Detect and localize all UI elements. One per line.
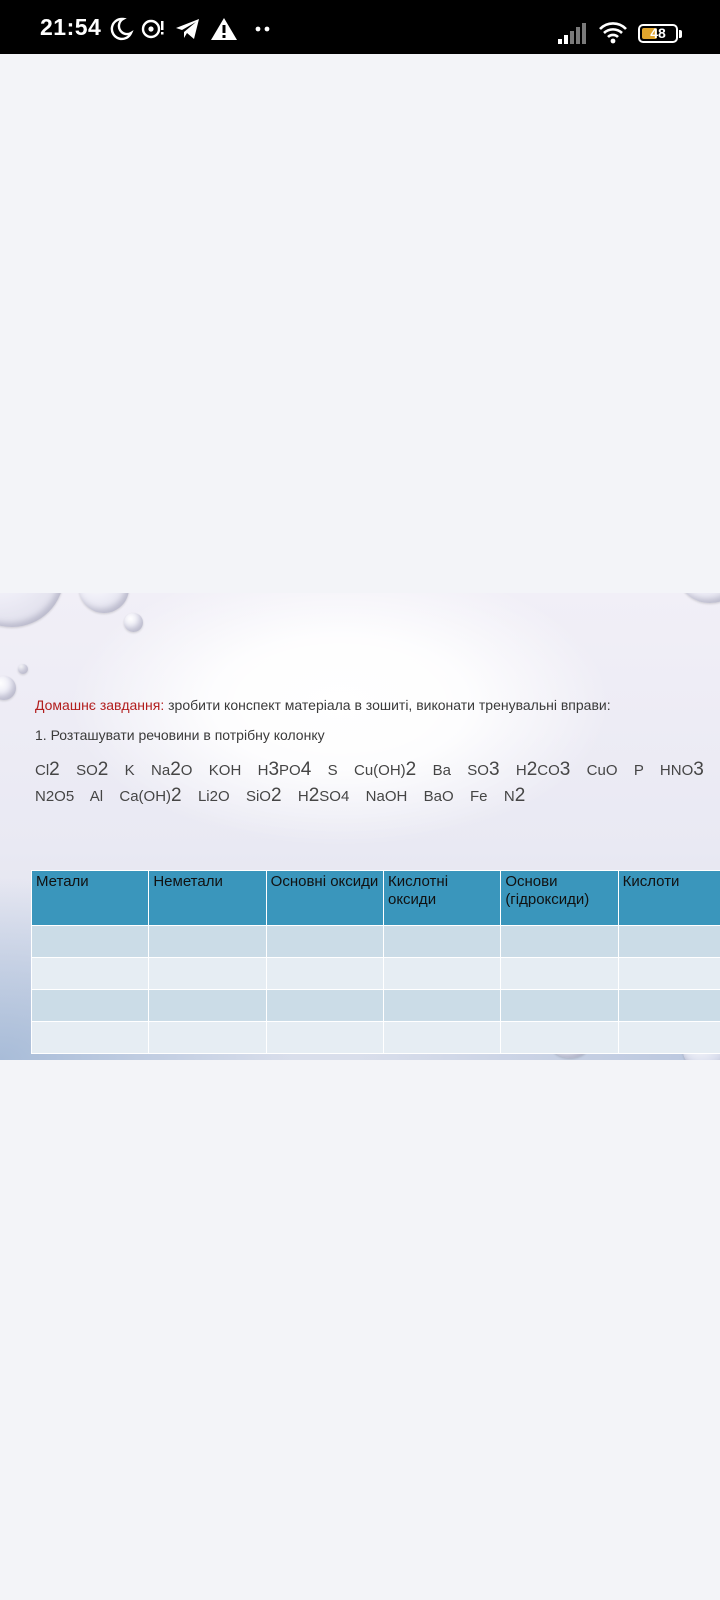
table-row bbox=[32, 1022, 720, 1054]
table-cell bbox=[266, 926, 383, 958]
homework-line bbox=[35, 697, 611, 713]
status-time: 21:54 bbox=[40, 14, 102, 40]
table-cell bbox=[32, 926, 149, 958]
table-cell bbox=[266, 990, 383, 1022]
battery-icon bbox=[638, 24, 678, 43]
formula-segment: Li2O SiO bbox=[181, 788, 271, 805]
table-cell bbox=[149, 926, 266, 958]
header-bases: Основи (гідроксиди) bbox=[501, 871, 618, 926]
formula-segment: 3 bbox=[488, 759, 500, 780]
more-dots-icon bbox=[254, 16, 274, 42]
presentation-slide bbox=[0, 593, 720, 1060]
formula-segment: Ba SO bbox=[416, 762, 489, 779]
formula-segment: CO bbox=[537, 762, 560, 779]
formula-segment: 2 bbox=[170, 759, 181, 780]
bubble-small-topleft bbox=[124, 613, 143, 632]
bubble-edge-left bbox=[0, 676, 16, 700]
table-cell bbox=[32, 958, 149, 990]
table-cell bbox=[383, 926, 500, 958]
formula-segment: 4 bbox=[300, 759, 312, 780]
header-basic-oxides: Основні оксиди bbox=[266, 871, 383, 926]
table-header-row bbox=[32, 871, 720, 926]
header-nonmetals: Неметали bbox=[149, 871, 266, 926]
formula-segment: 3 bbox=[693, 759, 704, 780]
table-cell bbox=[501, 1022, 618, 1054]
table-cell bbox=[618, 990, 720, 1022]
table-cell bbox=[383, 990, 500, 1022]
battery-tip bbox=[679, 30, 682, 38]
header-metals: Метали bbox=[32, 871, 149, 926]
bubble-large-topleft bbox=[0, 593, 64, 627]
bubble-tiny-left bbox=[18, 664, 28, 674]
formula-segment: 2 bbox=[171, 785, 182, 806]
task-1: 1. Розташувати речовини в потрібну колонку bbox=[35, 727, 325, 743]
table-row bbox=[32, 926, 720, 958]
hotspot-icon bbox=[140, 16, 166, 42]
status-bar bbox=[0, 0, 720, 54]
table-cell bbox=[266, 1022, 383, 1054]
wifi-icon bbox=[598, 20, 628, 46]
cellular-signal-icon bbox=[558, 22, 586, 46]
table-cell bbox=[32, 1022, 149, 1054]
formula-segment: CuO P HNO bbox=[570, 762, 694, 779]
table-cell bbox=[501, 990, 618, 1022]
homework-text: зробити конспект матеріала в зошиті, виконати тренувальні вправи: bbox=[164, 697, 611, 713]
table-cell bbox=[383, 1022, 500, 1054]
formula-segment: 2 bbox=[49, 759, 60, 780]
table-cell bbox=[618, 1022, 720, 1054]
formula-segment: H bbox=[499, 762, 527, 779]
bubble-topright bbox=[680, 593, 720, 603]
table-cell bbox=[149, 958, 266, 990]
bubble-medium-topleft bbox=[79, 593, 129, 613]
table-cell bbox=[618, 926, 720, 958]
chemical-formulas bbox=[35, 757, 720, 809]
formula-segment: Cl bbox=[35, 762, 50, 779]
formula-segment: N2O5 Al Ca(OH) bbox=[35, 762, 720, 805]
formula-segment: 3 bbox=[268, 759, 280, 780]
homework-label: Домашнє завдання: bbox=[35, 697, 165, 713]
formula-segment: 3 bbox=[559, 759, 571, 780]
telegram-icon bbox=[174, 16, 202, 42]
formula-segment: 2 bbox=[308, 785, 320, 806]
moon-icon bbox=[108, 16, 134, 42]
table-cell bbox=[618, 958, 720, 990]
table-cell bbox=[383, 958, 500, 990]
formula-segment: S Cu(OH) bbox=[311, 762, 406, 779]
formula-segment: 2 bbox=[526, 759, 538, 780]
battery-level: 48 bbox=[650, 25, 666, 41]
table-cell bbox=[149, 1022, 266, 1054]
formula-segment: K Na bbox=[108, 762, 171, 779]
formula-segment: 2 bbox=[405, 759, 417, 780]
header-acidic-oxides: Кислотні оксиди bbox=[383, 871, 500, 926]
header-acids: Кислоти bbox=[618, 871, 720, 926]
table-cell bbox=[32, 990, 149, 1022]
table-row bbox=[32, 990, 720, 1022]
warning-icon bbox=[210, 16, 238, 42]
table-cell bbox=[149, 990, 266, 1022]
formula-segment: 2 bbox=[270, 785, 282, 806]
formula-segment: O KOH H bbox=[180, 762, 269, 779]
formula-segment: PO bbox=[279, 762, 301, 779]
table-cell bbox=[501, 926, 618, 958]
table-cell bbox=[501, 958, 618, 990]
classification-table bbox=[31, 870, 720, 1054]
formula-segment: SO4 NaOH BaO Fe N bbox=[319, 788, 515, 805]
table-row bbox=[32, 958, 720, 990]
formula-segment: 2 bbox=[514, 785, 526, 806]
formula-segment: SO bbox=[59, 762, 98, 779]
table-cell bbox=[266, 958, 383, 990]
formula-segment: 2 bbox=[97, 759, 109, 780]
formula-segment: H bbox=[281, 788, 309, 805]
